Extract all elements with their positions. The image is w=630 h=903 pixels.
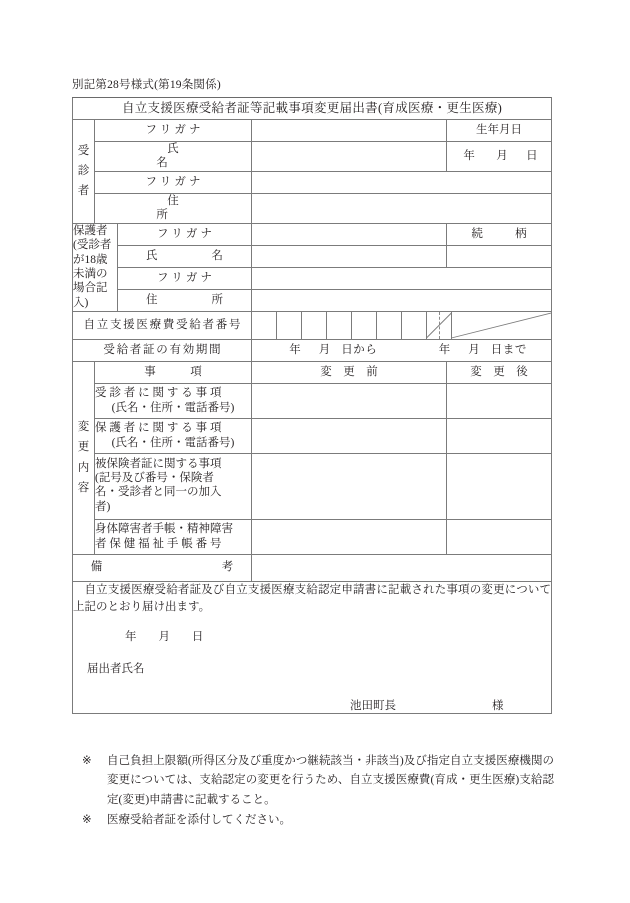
change-item-handbook-line1: 身体障害者手帳・精神障害 bbox=[95, 523, 233, 536]
change-item-patient-line1: 受 診 者 に 関 す る 事 項 bbox=[95, 387, 222, 400]
validity-period-to bbox=[402, 343, 552, 357]
change-side-label-char-1: 更 bbox=[77, 441, 90, 454]
from-year-label: 年 bbox=[289, 343, 302, 356]
guardian-address-row bbox=[73, 289, 552, 311]
footnote-item bbox=[82, 811, 554, 830]
validity-period-row bbox=[73, 339, 552, 361]
patient-name-row bbox=[73, 142, 552, 172]
declaration-day-label: 日 bbox=[191, 631, 204, 644]
recipient-number-cell-4[interactable] bbox=[327, 312, 352, 339]
footnote-mark-icon: ※ bbox=[82, 813, 92, 826]
to-day-label: 日まで bbox=[490, 343, 527, 356]
declaration-body: 自立支援医療受給者証及び自立支援医療支給認定申請書に記載された事項の変更について上記のとおり届け出ます。 bbox=[73, 583, 552, 614]
recipient-number-boxes bbox=[252, 312, 551, 339]
remarks-row bbox=[73, 554, 552, 581]
change-row-insurance bbox=[73, 453, 552, 519]
change-before-insurance[interactable] bbox=[252, 453, 447, 519]
guardian-furigana-row bbox=[73, 223, 552, 245]
guardian-address-input[interactable] bbox=[252, 289, 552, 311]
recipient-number-cell-5[interactable] bbox=[352, 312, 377, 339]
guardian-address-furigana-label: フリガナ bbox=[118, 267, 252, 289]
recipient-number-cell-7[interactable] bbox=[401, 312, 426, 339]
patient-name-label bbox=[95, 142, 301, 172]
change-item-insurance-line3: 名・受診者と同一の加入 bbox=[95, 486, 222, 499]
patient-name-label-text: 氏 名 bbox=[156, 143, 301, 170]
guardian-relation-input[interactable] bbox=[447, 245, 552, 267]
declaration-row bbox=[73, 581, 552, 714]
recipient-number-cell-3[interactable] bbox=[302, 312, 327, 339]
patient-address-furigana-row bbox=[73, 171, 552, 193]
guardian-address-furigana-input[interactable] bbox=[252, 267, 552, 289]
recipient-number-cell-6[interactable] bbox=[377, 312, 402, 339]
patient-furigana-row bbox=[73, 120, 552, 142]
footnote-text: 自己負担上限額(所得区分及び重度かつ継続該当・非該当)及び指定自立支援医療機関の変更については、支給認定の変更を行うため、自立支援医療費(育成・更生医療)支給認定(変更)申請書に記載すること。 bbox=[107, 755, 554, 806]
change-item-insurance bbox=[95, 453, 252, 519]
guardian-name-label-text: 氏 名 bbox=[145, 249, 234, 262]
guardian-name-input[interactable] bbox=[252, 245, 447, 267]
patient-side-label-char-1: 診 bbox=[77, 165, 90, 178]
footnote-mark-icon: ※ bbox=[82, 755, 92, 767]
change-item-guardian-line1: 保 護 者 に 関 す る 事 項 bbox=[95, 422, 222, 435]
patient-birthdate-header: 生年月日 bbox=[447, 120, 552, 142]
change-side-label-char-3: 容 bbox=[77, 481, 90, 494]
guardian-name-label bbox=[118, 245, 252, 267]
patient-furigana-label: フリガナ bbox=[95, 120, 252, 142]
change-item-insurance-line1: 被保険者証に関する事項 bbox=[95, 457, 222, 470]
recipient-number-boxes-cell bbox=[252, 311, 552, 339]
declaration-block bbox=[73, 581, 552, 714]
footnote-item bbox=[82, 752, 554, 810]
change-after-guardian[interactable] bbox=[447, 418, 552, 453]
change-item-patient bbox=[95, 383, 252, 418]
form-number-label: 別記第28号様式(第19条関係) bbox=[72, 79, 221, 91]
remarks-input[interactable] bbox=[252, 554, 552, 581]
title-row bbox=[73, 98, 552, 120]
patient-side-label bbox=[73, 120, 95, 224]
guardian-section-label: 保護者(受診者が18歳未満の場合記入) bbox=[73, 223, 118, 311]
submitter-name-label: 届出者氏名 bbox=[87, 662, 145, 675]
remarks-label-text: 備 考 bbox=[90, 561, 244, 574]
validity-period-label: 受給者証の有効期間 bbox=[73, 339, 252, 361]
declaration-addressee-line bbox=[73, 699, 551, 713]
guardian-relation-label: 続 柄 bbox=[447, 223, 552, 245]
patient-side-label-char-2: 者 bbox=[77, 185, 90, 198]
recipient-number-strikeout-cell bbox=[451, 312, 551, 339]
remarks-label bbox=[73, 554, 252, 581]
change-item-guardian bbox=[95, 418, 252, 453]
change-after-insurance[interactable] bbox=[447, 453, 552, 519]
validity-period-from bbox=[252, 343, 402, 357]
declaration-month-label: 月 bbox=[158, 631, 171, 644]
from-day-label: 日から bbox=[341, 343, 378, 356]
change-header-after: 変 更 後 bbox=[447, 361, 552, 383]
declaration-date[interactable] bbox=[73, 630, 551, 644]
to-year-label: 年 bbox=[438, 343, 451, 356]
change-item-patient-line2: (氏名・住所・電話番号) bbox=[111, 401, 235, 414]
recipient-number-grid bbox=[252, 312, 551, 339]
patient-address-row bbox=[73, 193, 552, 223]
patient-address-label-text: 住 所 bbox=[156, 194, 301, 222]
change-item-handbook-line2: 者 保 健 福 祉 手 帳 番 号 bbox=[95, 537, 222, 550]
guardian-furigana-input[interactable] bbox=[252, 223, 447, 245]
change-item-insurance-line2: (記号及び番号・保険者 bbox=[95, 471, 214, 484]
to-month-label: 月 bbox=[468, 343, 481, 356]
change-item-guardian-line2: (氏名・住所・電話番号) bbox=[111, 436, 235, 449]
birthdate-month-label: 月 bbox=[496, 150, 508, 163]
change-side-label-char-2: 内 bbox=[77, 461, 90, 474]
recipient-number-label: 自立支援医療費受給者番号 bbox=[73, 311, 252, 339]
change-row-handbook bbox=[73, 519, 552, 554]
guardian-furigana-label: フリガナ bbox=[118, 223, 252, 245]
patient-birthdate-fields bbox=[447, 142, 552, 172]
change-before-patient[interactable] bbox=[252, 383, 447, 418]
footnotes bbox=[82, 752, 554, 831]
change-before-handbook[interactable] bbox=[252, 519, 447, 554]
change-row-guardian bbox=[73, 418, 552, 453]
recipient-number-cell-2[interactable] bbox=[277, 312, 302, 339]
change-row-patient bbox=[73, 383, 552, 418]
recipient-number-row bbox=[73, 311, 552, 339]
change-content-header-row bbox=[73, 361, 552, 383]
recipient-number-cell-1[interactable] bbox=[252, 312, 277, 339]
change-header-item: 事 項 bbox=[95, 361, 252, 383]
change-after-handbook[interactable] bbox=[447, 519, 552, 554]
recipient-number-cell-8[interactable] bbox=[426, 312, 451, 339]
guardian-address-label-text: 住 所 bbox=[145, 293, 234, 306]
from-month-label: 月 bbox=[318, 343, 331, 356]
change-after-patient[interactable] bbox=[447, 383, 552, 418]
change-before-guardian[interactable] bbox=[252, 418, 447, 453]
form-title: 自立支援医療受給者証等記載事項変更届出書(育成医療・更生医療) bbox=[73, 98, 552, 120]
patient-furigana-input[interactable] bbox=[252, 120, 447, 142]
guardian-name-row bbox=[73, 245, 552, 267]
honorific-label: 様 bbox=[492, 699, 504, 712]
change-side-label-char-0: 変 bbox=[77, 421, 90, 434]
guardian-address-furigana-row bbox=[73, 267, 552, 289]
guardian-address-label bbox=[118, 289, 252, 311]
birthdate-day-label: 日 bbox=[526, 150, 538, 163]
footnote-text: 医療受給者証を添付してください。 bbox=[107, 813, 291, 826]
validity-period-fields[interactable] bbox=[252, 339, 552, 361]
patient-address-furigana-label: フリガナ bbox=[95, 171, 252, 193]
main-form-table bbox=[72, 97, 552, 714]
addressee-label: 池田町長 bbox=[350, 699, 396, 712]
change-item-insurance-line4: 者) bbox=[95, 500, 111, 513]
change-item-handbook bbox=[95, 519, 252, 554]
declaration-year-label: 年 bbox=[125, 631, 138, 644]
patient-side-label-char-0: 受 bbox=[77, 145, 90, 158]
birthdate-year-label: 年 bbox=[463, 150, 475, 163]
patient-address-label bbox=[95, 193, 301, 223]
change-header-before: 変 更 前 bbox=[252, 361, 447, 383]
change-content-side-label bbox=[73, 361, 95, 554]
patient-address-furigana-input[interactable] bbox=[252, 171, 552, 193]
